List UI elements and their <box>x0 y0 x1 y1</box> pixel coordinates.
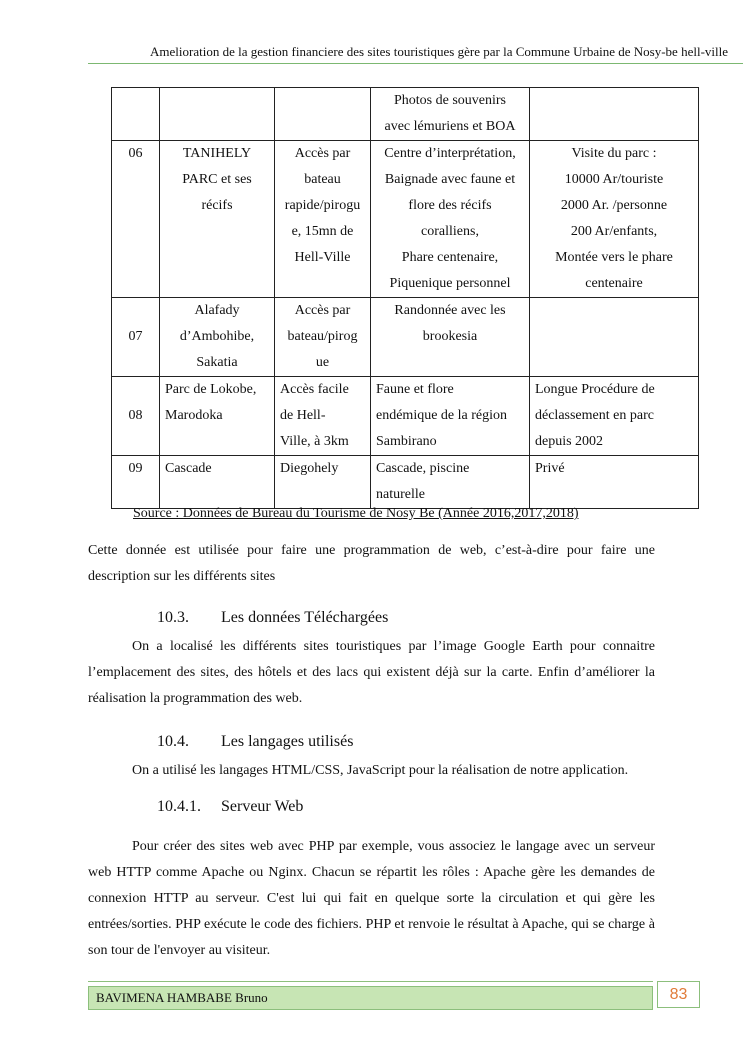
table-row <box>112 377 699 456</box>
cell-line: endémique de la région <box>376 408 508 423</box>
cell-activites <box>371 88 530 141</box>
sites-table <box>111 87 699 509</box>
cell-line: ue <box>315 355 330 370</box>
section-title: Serveur Web <box>221 798 304 815</box>
cell-line <box>280 88 365 114</box>
section-title: Les données Téléchargées <box>221 609 389 626</box>
cell-line: Faune et flore <box>376 382 454 397</box>
cell-line: Accès par <box>294 303 351 318</box>
cell-line: 200 Ar/enfants, <box>570 224 658 239</box>
cell-remarques <box>530 88 699 141</box>
cell-line: Privé <box>535 461 565 476</box>
cell-site <box>160 377 275 456</box>
cell-line: Cascade, piscine <box>376 461 470 476</box>
cell-activites <box>371 377 530 456</box>
table-source: Source : Données de Bureau du Tourisme de Nosy Be (Année 2016,2017,2018) <box>133 506 579 521</box>
table-row <box>112 88 699 141</box>
cell-line: Accès par <box>294 146 351 161</box>
cell-number: 07 <box>112 298 160 377</box>
cell-line: 10000 Ar/touriste <box>564 172 664 187</box>
cell-number: 08 <box>112 377 160 456</box>
cell-remarques <box>530 298 699 377</box>
cell-activites <box>371 298 530 377</box>
cell-remarques <box>530 141 699 298</box>
cell-line: Phare centenaire, <box>401 250 499 265</box>
cell-line: Visite du parc : <box>571 146 657 161</box>
cell-site <box>160 141 275 298</box>
cell-line: coralliens, <box>421 224 479 239</box>
page-header: Amelioration de la gestion financiere des sites touristiques gère par la Commune Urbaine de Nosy-be hell-ville <box>150 44 728 59</box>
cell-number: 06 <box>112 141 160 298</box>
cell-acces <box>275 88 371 141</box>
cell-line: 2000 Ar. /personne <box>560 198 668 213</box>
cell-acces <box>275 298 371 377</box>
table-row <box>112 298 699 377</box>
cell-line: Montée vers le phare <box>555 250 673 265</box>
cell-line: Alafady <box>194 303 240 318</box>
cell-line: Centre d’interprétation, <box>384 146 516 161</box>
cell-line: TANIHELY <box>182 146 252 161</box>
footer-rule <box>88 981 653 982</box>
cell-line: Parc de Lokobe, <box>165 382 257 397</box>
paragraph-telechargees: On a localisé les différents sites touristiques par l’image Google Earth pour connaitre l’emplacement des sites, des hôtels et des lacs qui existent déjà sur la carte. Enfin d’améliorer la réalisation la programmation des web. <box>88 639 655 706</box>
section-heading-10-3 <box>157 608 388 628</box>
cell-line: Sambirano <box>376 434 437 449</box>
cell-line: brookesia <box>422 329 478 344</box>
cell-line: Cascade <box>165 461 212 476</box>
paragraph-serveur-web: Pour créer des sites web avec PHP par exemple, vous associez le langage avec un serveur web HTTP comme Apache ou Nginx. Chacun se répartit les rôles : Apache gère les demandes de connexion HTTP au serveur. C'est lui qui fait en quelque sorte la circulation et qui gère les entrées/sorties. PHP exécute le code des fichiers. PHP et renvoie le résultat à Apache, qui se charge à son tour de l'envoyer au visiteur. <box>88 839 655 958</box>
cell-line <box>535 298 693 324</box>
cell-line: avec lémuriens et BOA <box>384 119 516 134</box>
cell-line: Piquenique personnel <box>389 276 511 291</box>
cell-line: naturelle <box>376 487 425 502</box>
cell-line: e, 15mn de <box>291 224 354 239</box>
page-number: 83 <box>657 981 700 1008</box>
cell-activites <box>371 456 530 509</box>
cell-site <box>160 456 275 509</box>
section-number: 10.4. <box>157 733 189 750</box>
cell-line: Hell-Ville <box>294 250 351 265</box>
cell-site <box>160 298 275 377</box>
cell-line: rapide/pirogu <box>284 198 361 213</box>
cell-line: Diegohely <box>280 461 339 476</box>
paragraph-description: Cette donnée est utilisée pour faire une programmation de web, c’est-à-dire pour faire une description sur les différents sites <box>88 543 655 584</box>
cell-number <box>112 88 160 141</box>
cell-line: Sakatia <box>196 355 238 370</box>
cell-line: Ville, à 3km <box>280 434 349 449</box>
cell-line: flore des récifs <box>408 198 492 213</box>
cell-line: bateau/pirog <box>287 329 358 344</box>
cell-line: centenaire <box>585 276 643 291</box>
cell-line: Baignade avec faune et <box>384 172 516 187</box>
cell-acces <box>275 456 371 509</box>
section-heading-10-4 <box>157 732 353 752</box>
cell-line: Longue Procédure de <box>535 382 655 397</box>
cell-line: PARC et ses <box>182 172 252 187</box>
cell-line: de Hell- <box>280 408 326 423</box>
section-number: 10.4.1. <box>157 798 201 815</box>
cell-line: récifs <box>201 198 233 213</box>
cell-acces <box>275 377 371 456</box>
cell-line: bateau <box>304 172 341 187</box>
cell-line: Marodoka <box>165 408 223 423</box>
cell-line: d’Ambohibe, <box>179 329 255 344</box>
cell-remarques <box>530 456 699 509</box>
cell-line <box>535 88 693 114</box>
table-row <box>112 456 699 509</box>
footer-author: BAVIMENA HAMBABE Bruno <box>96 990 268 1005</box>
section-title: Les langages utilisés <box>221 733 354 750</box>
cell-line: Randonnée avec les <box>394 303 506 318</box>
header-rule <box>88 63 743 64</box>
cell-line: Photos de souvenirs <box>394 93 506 108</box>
paragraph-langages: On a utilisé les langages HTML/CSS, JavaScript pour la réalisation de notre application. <box>132 763 629 778</box>
cell-site <box>160 88 275 141</box>
table-row <box>112 141 699 298</box>
section-number: 10.3. <box>157 609 189 626</box>
cell-line: déclassement en parc <box>535 408 654 423</box>
cell-acces <box>275 141 371 298</box>
cell-number: 09 <box>112 456 160 509</box>
cell-line <box>165 88 269 114</box>
cell-line: Accès facile <box>280 382 349 397</box>
cell-line: depuis 2002 <box>535 434 604 449</box>
cell-activites <box>371 141 530 298</box>
cell-remarques <box>530 377 699 456</box>
section-heading-10-4-1 <box>157 797 303 817</box>
